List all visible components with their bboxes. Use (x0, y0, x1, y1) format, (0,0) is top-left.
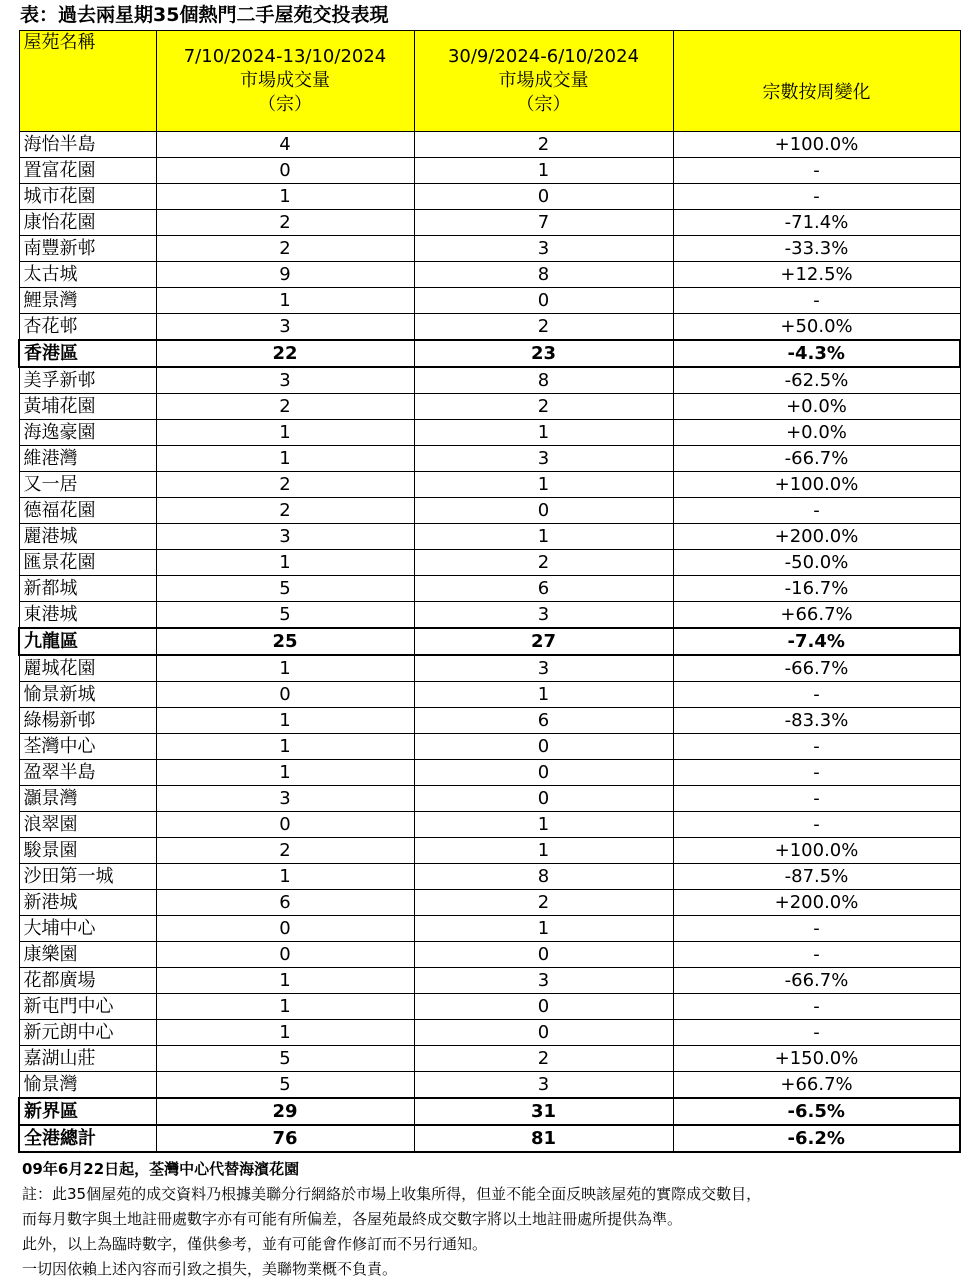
header-row (19, 31, 960, 132)
subtotal-row (19, 1125, 960, 1152)
current-volume-cell: 2 (156, 394, 414, 420)
current-volume-cell: 3 (156, 314, 414, 341)
previous-volume-cell: 1 (414, 472, 673, 498)
previous-volume-cell: 1 (414, 812, 673, 838)
previous-volume-cell: 3 (414, 655, 673, 682)
table-row (19, 786, 960, 812)
estate-name-cell: 杏花邨 (19, 314, 156, 341)
current-volume-cell: 5 (156, 576, 414, 602)
estate-name-cell: 灝景灣 (19, 786, 156, 812)
previous-volume-cell: 3 (414, 968, 673, 994)
table-row (19, 890, 960, 916)
table-row (19, 288, 960, 314)
previous-volume-cell: 0 (414, 760, 673, 786)
subtotal-row (19, 340, 960, 367)
estate-name-cell: 全港總計 (19, 1125, 156, 1152)
current-volume-cell: 1 (156, 446, 414, 472)
previous-volume-cell: 3 (414, 446, 673, 472)
current-volume-cell: 3 (156, 367, 414, 394)
weekly-change-cell: +200.0% (673, 524, 960, 550)
table-body (19, 132, 960, 1153)
current-volume-cell: 29 (156, 1098, 414, 1125)
current-volume-cell: 2 (156, 838, 414, 864)
previous-volume-cell: 0 (414, 184, 673, 210)
current-volume-cell: 3 (156, 524, 414, 550)
header-period-1-dates: 7/10/2024-13/10/2024 (183, 46, 387, 67)
table-row (19, 602, 960, 629)
previous-volume-cell: 0 (414, 498, 673, 524)
table-row (19, 576, 960, 602)
current-volume-cell: 2 (156, 210, 414, 236)
table-row (19, 968, 960, 994)
weekly-change-cell: +12.5% (673, 262, 960, 288)
weekly-change-cell: -33.3% (673, 236, 960, 262)
previous-volume-cell: 1 (414, 916, 673, 942)
estate-name-cell: 沙田第一城 (19, 864, 156, 890)
table-row (19, 210, 960, 236)
table-row (19, 472, 960, 498)
weekly-change-cell: +50.0% (673, 314, 960, 341)
header-period-2-label: 市場成交量 (498, 70, 589, 91)
weekly-change-cell: - (673, 734, 960, 760)
subtotal-row (19, 628, 960, 655)
estate-name-cell: 九龍區 (19, 628, 156, 655)
estate-name-cell: 黃埔花園 (19, 394, 156, 420)
current-volume-cell: 1 (156, 550, 414, 576)
previous-volume-cell: 3 (414, 236, 673, 262)
current-volume-cell: 1 (156, 288, 414, 314)
header-period-2-unit: （宗） (516, 94, 571, 115)
previous-volume-cell: 0 (414, 786, 673, 812)
table-title: 表：過去兩星期35個熱門二手屋苑交投表現 (20, 4, 389, 26)
table-row (19, 446, 960, 472)
table-row (19, 942, 960, 968)
weekly-change-cell: -66.7% (673, 446, 960, 472)
previous-volume-cell: 0 (414, 288, 673, 314)
previous-volume-cell: 3 (414, 602, 673, 629)
estate-name-cell: 新界區 (19, 1098, 156, 1125)
estate-name-cell: 愉景新城 (19, 682, 156, 708)
estate-name-cell: 新港城 (19, 890, 156, 916)
previous-volume-cell: 2 (414, 132, 673, 158)
weekly-change-cell: -62.5% (673, 367, 960, 394)
previous-volume-cell: 23 (414, 340, 673, 367)
previous-volume-cell: 81 (414, 1125, 673, 1152)
table-row (19, 838, 960, 864)
estate-name-cell: 嘉湖山莊 (19, 1046, 156, 1072)
note-line-3: 此外，以上為臨時數字，僅供參考，並有可能會作修訂而不另行通知。 (22, 1235, 488, 1253)
current-volume-cell: 2 (156, 236, 414, 262)
weekly-change-cell: - (673, 760, 960, 786)
previous-volume-cell: 7 (414, 210, 673, 236)
previous-volume-cell: 2 (414, 890, 673, 916)
current-volume-cell: 1 (156, 864, 414, 890)
footnotes (22, 1157, 962, 1282)
weekly-change-cell: -4.3% (673, 340, 960, 367)
table-row (19, 262, 960, 288)
table-row (19, 550, 960, 576)
header-period-1-label: 市場成交量 (240, 70, 330, 91)
current-volume-cell: 1 (156, 655, 414, 682)
estate-name-cell: 匯景花園 (19, 550, 156, 576)
weekly-change-cell: +100.0% (673, 838, 960, 864)
header-period-1-unit: （宗） (258, 94, 312, 115)
previous-volume-cell: 27 (414, 628, 673, 655)
table-row (19, 394, 960, 420)
estate-name-cell: 海逸豪園 (19, 420, 156, 446)
notes-headline: 09年6月22日起，荃灣中心代替海濱花園 (22, 1160, 300, 1178)
previous-volume-cell: 0 (414, 1020, 673, 1046)
header-period-1 (156, 31, 414, 132)
previous-volume-cell: 31 (414, 1098, 673, 1125)
estate-name-cell: 鯉景灣 (19, 288, 156, 314)
table-row (19, 994, 960, 1020)
estate-name-cell: 新都城 (19, 576, 156, 602)
current-volume-cell: 1 (156, 1020, 414, 1046)
previous-volume-cell: 8 (414, 367, 673, 394)
current-volume-cell: 1 (156, 184, 414, 210)
previous-volume-cell: 1 (414, 524, 673, 550)
table-row (19, 236, 960, 262)
estate-name-cell: 愉景灣 (19, 1072, 156, 1099)
weekly-change-cell: - (673, 288, 960, 314)
current-volume-cell: 1 (156, 968, 414, 994)
estate-name-cell: 綠楊新邨 (19, 708, 156, 734)
previous-volume-cell: 8 (414, 864, 673, 890)
estate-name-cell: 美孚新邨 (19, 367, 156, 394)
estate-name-cell: 南豐新邨 (19, 236, 156, 262)
estate-name-cell: 維港灣 (19, 446, 156, 472)
current-volume-cell: 5 (156, 1046, 414, 1072)
current-volume-cell: 5 (156, 1072, 414, 1099)
previous-volume-cell: 1 (414, 420, 673, 446)
current-volume-cell: 76 (156, 1125, 414, 1152)
estate-name-cell: 花都廣場 (19, 968, 156, 994)
table-row (19, 812, 960, 838)
weekly-change-cell: -6.2% (673, 1125, 960, 1152)
table-row (19, 314, 960, 341)
table-row (19, 760, 960, 786)
note-line-4: 一切因依賴上述內容而引致之損失，美聯物業概不負責。 (22, 1260, 398, 1278)
weekly-change-cell: +0.0% (673, 420, 960, 446)
current-volume-cell: 1 (156, 994, 414, 1020)
previous-volume-cell: 0 (414, 994, 673, 1020)
estate-name-cell: 東港城 (19, 602, 156, 629)
weekly-change-cell: -66.7% (673, 968, 960, 994)
weekly-change-cell: +66.7% (673, 1072, 960, 1099)
estate-name-cell: 麗港城 (19, 524, 156, 550)
estate-name-cell: 又一居 (19, 472, 156, 498)
weekly-change-cell: +66.7% (673, 602, 960, 629)
current-volume-cell: 1 (156, 760, 414, 786)
current-volume-cell: 22 (156, 340, 414, 367)
current-volume-cell: 1 (156, 734, 414, 760)
previous-volume-cell: 8 (414, 262, 673, 288)
table-row (19, 655, 960, 682)
previous-volume-cell: 6 (414, 576, 673, 602)
header-estate: 屋苑名稱 (19, 31, 156, 132)
current-volume-cell: 9 (156, 262, 414, 288)
header-period-2 (414, 31, 673, 132)
estate-name-cell: 浪翠園 (19, 812, 156, 838)
estate-name-cell: 荃灣中心 (19, 734, 156, 760)
table-row (19, 708, 960, 734)
weekly-change-cell: - (673, 994, 960, 1020)
weekly-change-cell: - (673, 786, 960, 812)
weekly-change-cell: -6.5% (673, 1098, 960, 1125)
weekly-change-cell: - (673, 1020, 960, 1046)
current-volume-cell: 0 (156, 158, 414, 184)
weekly-change-cell: -87.5% (673, 864, 960, 890)
weekly-change-cell: +100.0% (673, 472, 960, 498)
previous-volume-cell: 0 (414, 942, 673, 968)
estate-name-cell: 香港區 (19, 340, 156, 367)
previous-volume-cell: 2 (414, 1046, 673, 1072)
previous-volume-cell: 6 (414, 708, 673, 734)
weekly-change-cell: -83.3% (673, 708, 960, 734)
current-volume-cell: 5 (156, 602, 414, 629)
previous-volume-cell: 0 (414, 734, 673, 760)
table-row (19, 864, 960, 890)
table-row (19, 1020, 960, 1046)
current-volume-cell: 0 (156, 682, 414, 708)
weekly-change-cell: -50.0% (673, 550, 960, 576)
estate-name-cell: 駿景園 (19, 838, 156, 864)
previous-volume-cell: 1 (414, 682, 673, 708)
current-volume-cell: 6 (156, 890, 414, 916)
table-row (19, 184, 960, 210)
weekly-change-cell: - (673, 498, 960, 524)
estate-name-cell: 康怡花園 (19, 210, 156, 236)
weekly-change-cell: -66.7% (673, 655, 960, 682)
current-volume-cell: 0 (156, 942, 414, 968)
estate-name-cell: 置富花園 (19, 158, 156, 184)
table-row (19, 158, 960, 184)
weekly-change-cell: - (673, 942, 960, 968)
table-row (19, 420, 960, 446)
table-row (19, 916, 960, 942)
estate-name-cell: 大埔中心 (19, 916, 156, 942)
table-row (19, 524, 960, 550)
table-row (19, 367, 960, 394)
weekly-change-cell: -16.7% (673, 576, 960, 602)
table-row (19, 132, 960, 158)
note-line-2: 而每月數字與土地註冊處數字亦有可能有所偏差，各屋苑最終成交數字將以土地註冊處所提供為準。 (22, 1210, 683, 1228)
table-row (19, 1072, 960, 1099)
current-volume-cell: 2 (156, 498, 414, 524)
weekly-change-cell: - (673, 158, 960, 184)
estate-name-cell: 盈翠半島 (19, 760, 156, 786)
transactions-table (18, 30, 961, 1153)
estate-name-cell: 德福花園 (19, 498, 156, 524)
current-volume-cell: 1 (156, 420, 414, 446)
estate-name-cell: 麗城花園 (19, 655, 156, 682)
weekly-change-cell: -7.4% (673, 628, 960, 655)
header-weekly-change: 宗數按周變化 (673, 31, 960, 132)
estate-name-cell: 城市花園 (19, 184, 156, 210)
current-volume-cell: 1 (156, 708, 414, 734)
previous-volume-cell: 3 (414, 1072, 673, 1099)
weekly-change-cell: - (673, 682, 960, 708)
previous-volume-cell: 1 (414, 838, 673, 864)
table-row (19, 682, 960, 708)
weekly-change-cell: +150.0% (673, 1046, 960, 1072)
weekly-change-cell: +100.0% (673, 132, 960, 158)
current-volume-cell: 25 (156, 628, 414, 655)
previous-volume-cell: 1 (414, 158, 673, 184)
current-volume-cell: 0 (156, 812, 414, 838)
weekly-change-cell: - (673, 812, 960, 838)
weekly-change-cell: - (673, 916, 960, 942)
estate-name-cell: 海怡半島 (19, 132, 156, 158)
current-volume-cell: 4 (156, 132, 414, 158)
weekly-change-cell: +200.0% (673, 890, 960, 916)
subtotal-row (19, 1098, 960, 1125)
estate-name-cell: 新元朗中心 (19, 1020, 156, 1046)
estate-name-cell: 太古城 (19, 262, 156, 288)
estate-name-cell: 康樂園 (19, 942, 156, 968)
table-row (19, 498, 960, 524)
current-volume-cell: 0 (156, 916, 414, 942)
weekly-change-cell: -71.4% (673, 210, 960, 236)
note-line-1: 註：此35個屋苑的成交資料乃根據美聯分行網絡於市場上收集所得，但並不能全面反映該屋苑的實際成交數目， (22, 1185, 762, 1203)
estate-name-cell: 新屯門中心 (19, 994, 156, 1020)
table-row (19, 1046, 960, 1072)
weekly-change-cell: +0.0% (673, 394, 960, 420)
weekly-change-cell: - (673, 184, 960, 210)
current-volume-cell: 3 (156, 786, 414, 812)
previous-volume-cell: 2 (414, 394, 673, 420)
previous-volume-cell: 2 (414, 550, 673, 576)
previous-volume-cell: 2 (414, 314, 673, 341)
current-volume-cell: 2 (156, 472, 414, 498)
table-row (19, 734, 960, 760)
header-period-2-dates: 30/9/2024-6/10/2024 (447, 46, 640, 67)
